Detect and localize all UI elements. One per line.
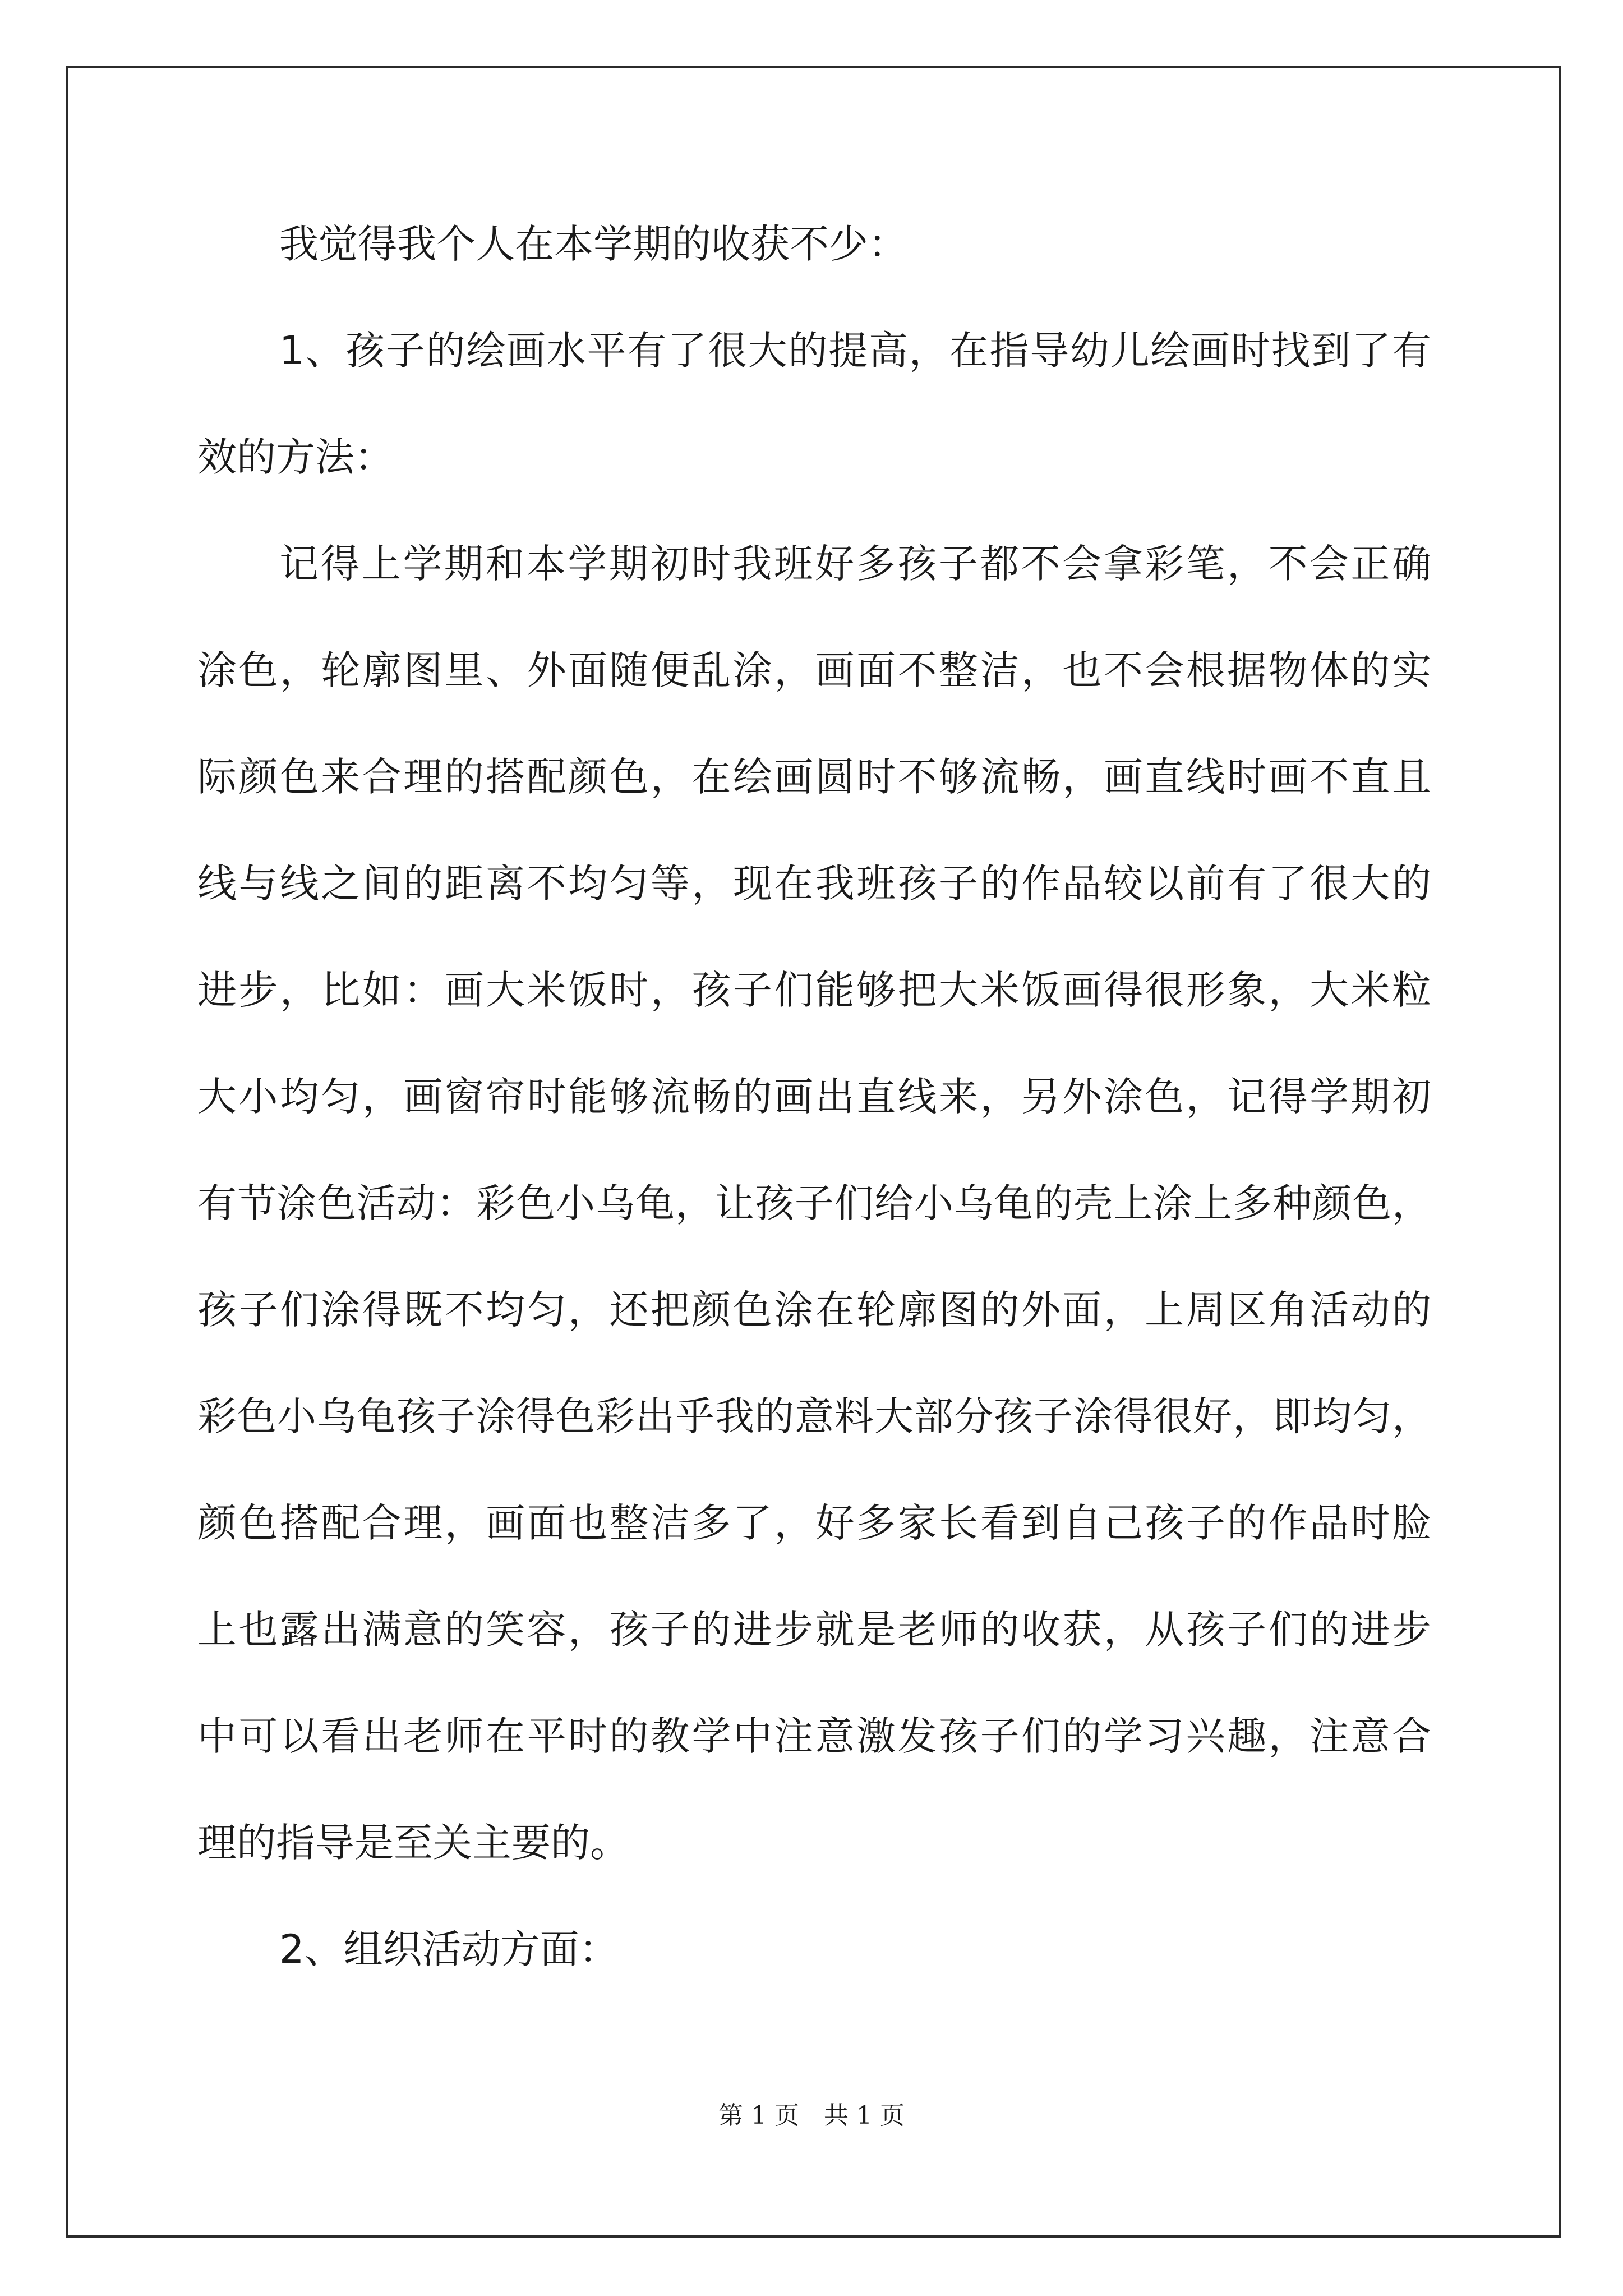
paragraph-line: 彩色小乌龟孩子涂得色彩出乎我的意料大部分孩子涂得很好，即均匀， bbox=[197, 1393, 1431, 1439]
paragraph-line: 上也露出满意的笑容，孩子的进步就是老师的收获，从孩子们的进步 bbox=[197, 1607, 1431, 1653]
paragraph-line: 中可以看出老师在平时的教学中注意激发孩子们的学习兴趣，注意合 bbox=[197, 1713, 1431, 1759]
paragraph-line: 颜色搭配合理，画面也整洁多了，好多家长看到自己孩子的作品时脸 bbox=[197, 1500, 1431, 1546]
paragraph-line: 孩子们涂得既不均匀，还把颜色涂在轮廓图的外面，上周区角活动的 bbox=[197, 1287, 1431, 1333]
paragraph-line: 大小均匀，画窗帘时能够流畅的画出直线来，另外涂色，记得学期初 bbox=[197, 1074, 1431, 1120]
page-footer: 第 1 页 共 1 页 bbox=[718, 2101, 905, 2130]
paragraph-line: 涂色，轮廓图里、外面随便乱涂，画面不整洁，也不会根据物体的实 bbox=[197, 647, 1431, 693]
paragraph-line: 2、组织活动方面： bbox=[279, 1926, 619, 1972]
paragraph-line: 有节涂色活动：彩色小乌龟，让孩子们给小乌龟的壳上涂上多种颜色， bbox=[197, 1180, 1431, 1226]
document-body bbox=[197, 208, 1431, 2019]
paragraph-line: 际颜色来合理的搭配颜色，在绘画圆时不够流畅，画直线时画不直且 bbox=[197, 754, 1431, 800]
paragraph-line: 线与线之间的距离不均匀等，现在我班孩子的作品较以前有了很大的 bbox=[197, 861, 1431, 907]
paragraph-line: 记得上学期和本学期初时我班好多孩子都不会拿彩笔，不会正确 bbox=[279, 541, 1431, 587]
paragraph-line: 效的方法： bbox=[197, 434, 394, 480]
paragraph-line: 我觉得我个人在本学期的收获不少： bbox=[279, 221, 907, 267]
paragraph-line: 1、孩子的绘画水平有了很大的提高，在指导幼儿绘画时找到了有 bbox=[279, 328, 1431, 374]
paragraph-line: 进步，比如：画大米饭时，孩子们能够把大米饭画得很形象，大米粒 bbox=[197, 967, 1431, 1013]
paragraph-line: 理的指导是至关主要的。 bbox=[197, 1820, 629, 1866]
